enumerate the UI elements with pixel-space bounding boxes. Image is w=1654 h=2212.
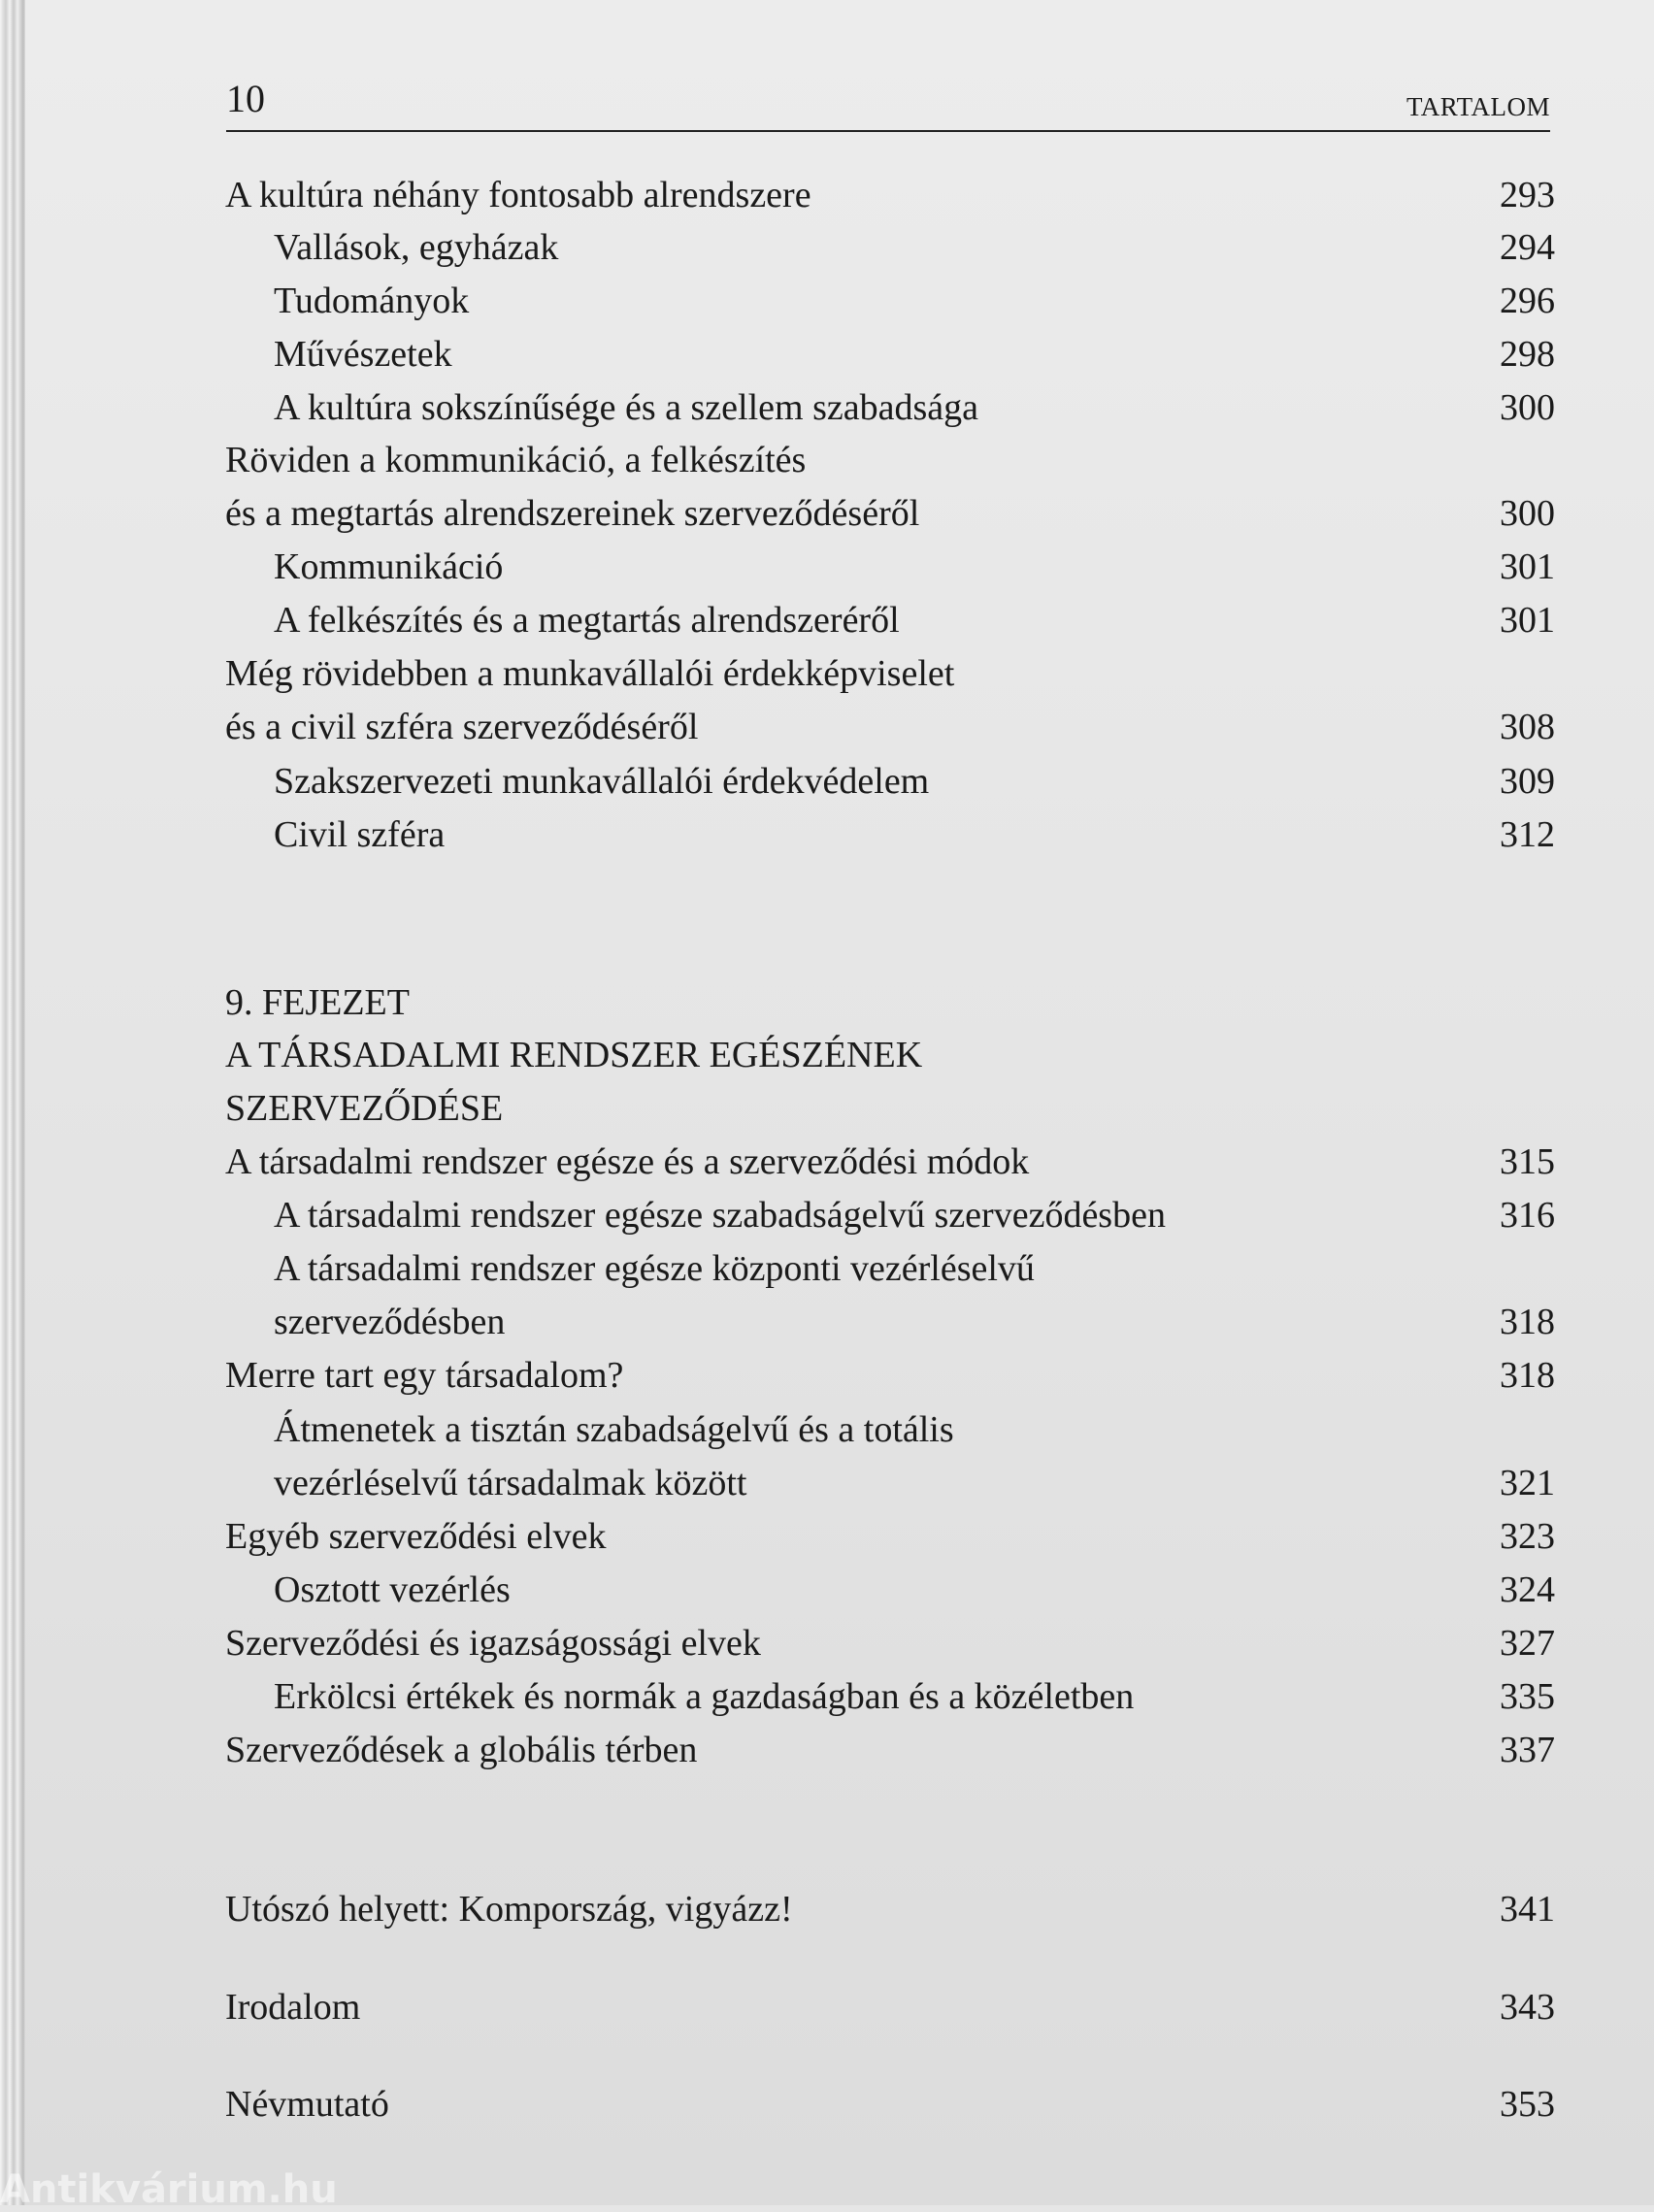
watermark: Antikvárium.hu xyxy=(0,2167,338,2212)
toc-entry-title: SZERVEZŐDÉSE xyxy=(225,1088,504,1129)
toc-entry-page: 318 xyxy=(1500,1355,1555,1396)
toc-entry-title: Szakszervezeti munkavállalói érdekvédelem xyxy=(274,761,930,802)
toc-entry-page: 341 xyxy=(1500,1889,1555,1930)
toc-entry-title: Szerveződések a globális térben xyxy=(225,1730,698,1770)
toc-entry xyxy=(274,330,1555,379)
toc-entry xyxy=(274,543,1555,591)
toc-entry xyxy=(274,1459,1555,1507)
toc-entry-title: A társadalmi rendszer egésze központi vezérléselvű xyxy=(274,1248,1035,1289)
toc-entry-page: 309 xyxy=(1500,761,1555,802)
toc-entry xyxy=(225,1351,1555,1400)
toc-entry-title: Művészetek xyxy=(274,334,452,375)
toc-entry-title: A társadalmi rendszer egésze és a szerveződési módok xyxy=(225,1141,1030,1182)
toc-entry-page: 294 xyxy=(1500,227,1555,268)
toc-entry-page: 321 xyxy=(1500,1463,1555,1503)
toc-entry xyxy=(225,2080,1555,2129)
toc-entry xyxy=(225,1726,1555,1774)
toc-entry-title: Merre tart egy társadalom? xyxy=(225,1355,624,1396)
toc-entry-title: szerveződésben xyxy=(274,1302,506,1342)
toc-entry-title: 9. FEJEZET xyxy=(225,982,410,1023)
toc-entry xyxy=(274,383,1555,432)
toc-entry-page: 296 xyxy=(1500,281,1555,321)
toc-entry-page: 301 xyxy=(1500,600,1555,641)
toc-entry-page: 316 xyxy=(1500,1195,1555,1236)
toc-entry xyxy=(274,1566,1555,1614)
toc-entry xyxy=(274,1405,1555,1454)
toc-entry xyxy=(274,810,1555,859)
toc-entry-page: 312 xyxy=(1500,814,1555,855)
toc-entry-title: Átmenetek a tisztán szabadságelvű és a totális xyxy=(274,1409,954,1450)
toc-entry-title: A társadalmi rendszer egésze szabadságelvű szerveződésben xyxy=(274,1195,1166,1236)
toc-entry-title: Egyéb szerveződési elvek xyxy=(225,1516,607,1557)
toc-entry-page: 335 xyxy=(1500,1676,1555,1717)
toc-entry-page: 323 xyxy=(1500,1516,1555,1557)
toc-entry-title: A kultúra néhány fontosabb alrendszere xyxy=(225,175,811,215)
toc-entry-page: 337 xyxy=(1500,1730,1555,1770)
toc-entry-title: Utószó helyett: Kompország, vigyázz! xyxy=(225,1889,793,1930)
toc-entry xyxy=(225,171,1555,219)
toc-entry xyxy=(225,1983,1555,2031)
toc-entry xyxy=(274,1191,1555,1239)
toc-entry-page: 315 xyxy=(1500,1141,1555,1182)
toc-entry-page: 300 xyxy=(1500,387,1555,428)
toc-entry xyxy=(225,703,1555,751)
toc-entry-page: 327 xyxy=(1500,1623,1555,1664)
toc-entry-page: 308 xyxy=(1500,707,1555,747)
toc-entry-title: és a megtartás alrendszereinek szerveződéséről xyxy=(225,493,920,534)
toc-entry-title: Civil szféra xyxy=(274,814,446,855)
toc-entry xyxy=(225,1619,1555,1667)
toc-entry-page: 298 xyxy=(1500,334,1555,375)
toc-entry xyxy=(274,1244,1555,1293)
chapter-label xyxy=(225,978,1555,1027)
toc-entry xyxy=(274,596,1555,644)
toc-entry xyxy=(225,1885,1555,1933)
toc-entry xyxy=(225,649,1555,698)
toc-entry-title: Röviden a kommunikáció, a felkészítés xyxy=(225,440,807,480)
toc-entry-title: Még rövidebben a munkavállalói érdekképviselet xyxy=(225,653,955,694)
toc-entry xyxy=(274,757,1555,806)
running-title: TARTALOM xyxy=(1406,92,1550,121)
toc-entry-page: 300 xyxy=(1500,493,1555,534)
toc-entry xyxy=(225,489,1555,538)
toc-entry-page: 324 xyxy=(1500,1569,1555,1610)
toc-entry-page: 293 xyxy=(1500,175,1555,215)
toc-entry-title: Névmutató xyxy=(225,2084,389,2125)
toc-entry-page: 301 xyxy=(1500,546,1555,587)
toc-entry xyxy=(274,223,1555,272)
chapter-title xyxy=(225,1031,1555,1079)
toc-entry-title: Irodalom xyxy=(225,1987,361,2028)
chapter-title xyxy=(225,1084,1555,1133)
toc-entry-title: Erkölcsi értékek és normák a gazdaságban és a közéletben xyxy=(274,1676,1135,1717)
toc-entry xyxy=(225,1512,1555,1561)
toc-entry-title: vezérléselvű társadalmak között xyxy=(274,1463,747,1503)
toc-entry-page: 343 xyxy=(1500,1987,1555,2028)
toc-entry-title: Kommunikáció xyxy=(274,546,504,587)
toc-entry-title: A kultúra sokszínűsége és a szellem szabadsága xyxy=(274,387,978,428)
toc-entry xyxy=(274,277,1555,325)
toc-entry-title: Tudományok xyxy=(274,281,470,321)
toc-entry xyxy=(274,1672,1555,1721)
toc-entry xyxy=(225,436,1555,484)
toc-entry-page: 353 xyxy=(1500,2084,1555,2125)
toc-entry-title: A felkészítés és a megtartás alrendszeréről xyxy=(274,600,900,641)
page-number: 10 xyxy=(226,77,265,120)
toc-entry-page: 318 xyxy=(1500,1302,1555,1342)
toc-entry-title: Vallások, egyházak xyxy=(274,227,559,268)
toc-entry-title: és a civil szféra szerveződéséről xyxy=(225,707,699,747)
toc-entry xyxy=(274,1298,1555,1346)
toc-entry-title: A TÁRSADALMI RENDSZER EGÉSZÉNEK xyxy=(225,1035,923,1075)
toc-entry xyxy=(225,1138,1555,1186)
toc-entry-title: Szerveződési és igazságossági elvek xyxy=(225,1623,761,1664)
toc-entry-title: Osztott vezérlés xyxy=(274,1569,511,1610)
